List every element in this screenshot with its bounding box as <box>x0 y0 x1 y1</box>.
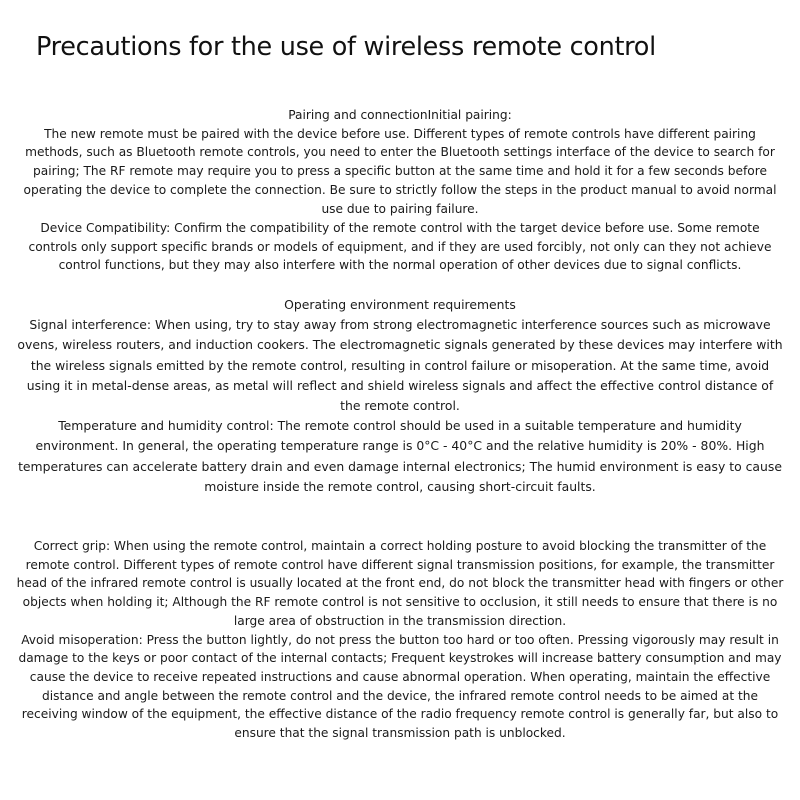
compatibility-paragraph: Device Compatibility: Confirm the compatibility of the remote control with the target device before use. Some remote controls only support specific brands or models of equipment, and if they are used forcibly, not only can they not achieve control functions, but they may also interfere with the normal operation of other devices due to signal conflicts. <box>28 221 772 273</box>
temperature-humidity-paragraph: Temperature and humidity control: The remote control should be used in a suitable temperature and humidity environment. In general, the operating temperature range is 0°C - 40°C and the relative humidity is 20% - 80%. High temperatures can accelerate battery drain and even damage internal electronics; The humid environment is easy to cause moisture inside the remote control, causing short-circuit faults. <box>18 418 782 494</box>
environment-heading: Operating environment requirements <box>284 297 516 312</box>
pairing-paragraph: The new remote must be paired with the device before use. Different types of remote controls have different pairing methods, such as Bluetooth remote controls, you need to enter the Bluetooth settings interface of the device to search for pairing; The RF remote may require you to press a specific button at the same time and hold it for a few seconds before operating the device to complete the connection. Be sure to strictly follow the steps in the product manual to avoid normal use due to pairing failure. <box>23 126 777 216</box>
pairing-heading: Pairing and connectionInitial pairing: <box>288 108 512 122</box>
avoid-misoperation-paragraph: Avoid misoperation: Press the button lightly, do not press the button too hard or too often. Pressing vigorously may result in damage to the keys or poor contact of the internal contacts; Frequent keystrokes will increase battery consumption and may cause the device to receive repeated instructions and cause abnormal operation. When operating, maintain the effective distance and angle between the remote control and the device, the infrared remote control needs to be aimed at the receiving window of the equipment, the effective distance of the radio frequency remote control is generally far, but also to ensure that the signal transmission path is unblocked. <box>18 632 782 741</box>
usage-section <box>16 537 784 743</box>
compatibility-section <box>16 219 784 275</box>
page-title: Precautions for the use of wireless remote control <box>36 32 656 62</box>
environment-section <box>16 295 784 497</box>
signal-interference-paragraph: Signal interference: When using, try to stay away from strong electromagnetic interference sources such as microwave ovens, wireless routers, and induction cookers. The electromagnetic signals generated by these devices may interfere with the wireless signals emitted by the remote control, resulting in control failure or misoperation. At the same time, avoid using it in metal-dense areas, as metal will reflect and shield wireless signals and affect the effective control distance of the remote control. <box>17 317 783 414</box>
correct-grip-paragraph: Correct grip: When using the remote control, maintain a correct holding posture to avoid blocking the transmitter of the remote control. Different types of remote control have different signal transmission positions, for example, the transmitter head of the infrared remote control is usually located at the front end, do not block the transmitter head with fingers or other objects when holding it; Although the RF remote control is not sensitive to occlusion, it still needs to ensure that there is no large area of obstruction in the transmission direction. <box>16 539 784 628</box>
pairing-section <box>16 106 784 218</box>
